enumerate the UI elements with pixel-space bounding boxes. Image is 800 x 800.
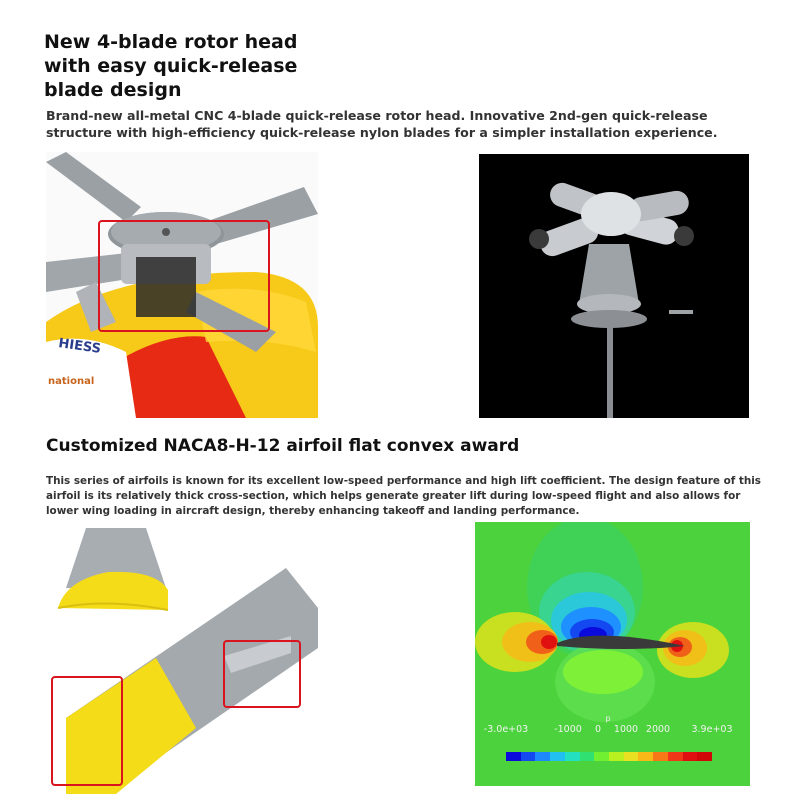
rotor-head-photo bbox=[46, 152, 318, 418]
colorbar-swatch bbox=[580, 752, 595, 761]
highlight-box-blade-tip bbox=[51, 676, 123, 786]
section2-title: Customized NACA8-H-12 airfoil flat convex award bbox=[46, 436, 520, 456]
photo-text-national: national bbox=[48, 376, 95, 387]
colorbar-swatch bbox=[594, 752, 609, 761]
section2-description: This series of airfoils is known for its excellent low-speed performance and high lift coefficient. The design feature of this airfoil is its relatively thick cross-section, which helps generate greater lift during low-speed flight and also allows for lower wing loading in aircraft design, thereby enhancing takeoff and landing performance. bbox=[46, 475, 761, 517]
colorbar-swatch bbox=[683, 752, 698, 761]
colorbar-swatch bbox=[565, 752, 580, 761]
pressure-legend bbox=[480, 714, 740, 774]
colorbar-swatch bbox=[697, 752, 712, 761]
colorbar-swatch bbox=[668, 752, 683, 761]
colorbar-swatch bbox=[624, 752, 639, 761]
pressure-colorbar bbox=[506, 752, 712, 761]
colorbar-swatch bbox=[521, 752, 536, 761]
colorbar-swatch bbox=[653, 752, 668, 761]
section1-title-line: New 4-blade rotor head bbox=[44, 31, 298, 53]
blade-photo bbox=[46, 528, 318, 794]
pressure-tick: 0 bbox=[594, 724, 602, 735]
pressure-tick: -3.0e+03 bbox=[483, 724, 529, 735]
highlight-box-rotor-head bbox=[98, 220, 270, 332]
pressure-tick: -1000 bbox=[554, 724, 582, 735]
colorbar-swatch bbox=[550, 752, 565, 761]
pressure-field-image bbox=[475, 522, 750, 786]
section1-title-line: blade design bbox=[44, 79, 182, 101]
metal-rotor-head-illustration bbox=[479, 154, 749, 418]
metal-rotor-head-photo bbox=[479, 154, 749, 418]
colorbar-swatch bbox=[535, 752, 550, 761]
highlight-box-blade-clip bbox=[223, 640, 301, 708]
pressure-tick: 3.9e+03 bbox=[691, 724, 733, 735]
colorbar-swatch bbox=[506, 752, 521, 761]
colorbar-swatch bbox=[638, 752, 653, 761]
section1-title-line: with easy quick-release bbox=[44, 55, 298, 77]
photo-text-hiess: HIESS bbox=[57, 336, 102, 357]
pressure-tick: 2000 bbox=[645, 724, 671, 735]
section1-title bbox=[44, 30, 344, 102]
section1-subtitle: Brand-new all-metal CNC 4-blade quick-release rotor head. Innovative 2nd-gen quick-release structure with high-efficiency quick-release nylon blades for a simpler installation experience. bbox=[46, 108, 718, 140]
pressure-legend-label: p bbox=[605, 714, 611, 723]
colorbar-swatch bbox=[609, 752, 624, 761]
pressure-tick: 1000 bbox=[613, 724, 639, 735]
